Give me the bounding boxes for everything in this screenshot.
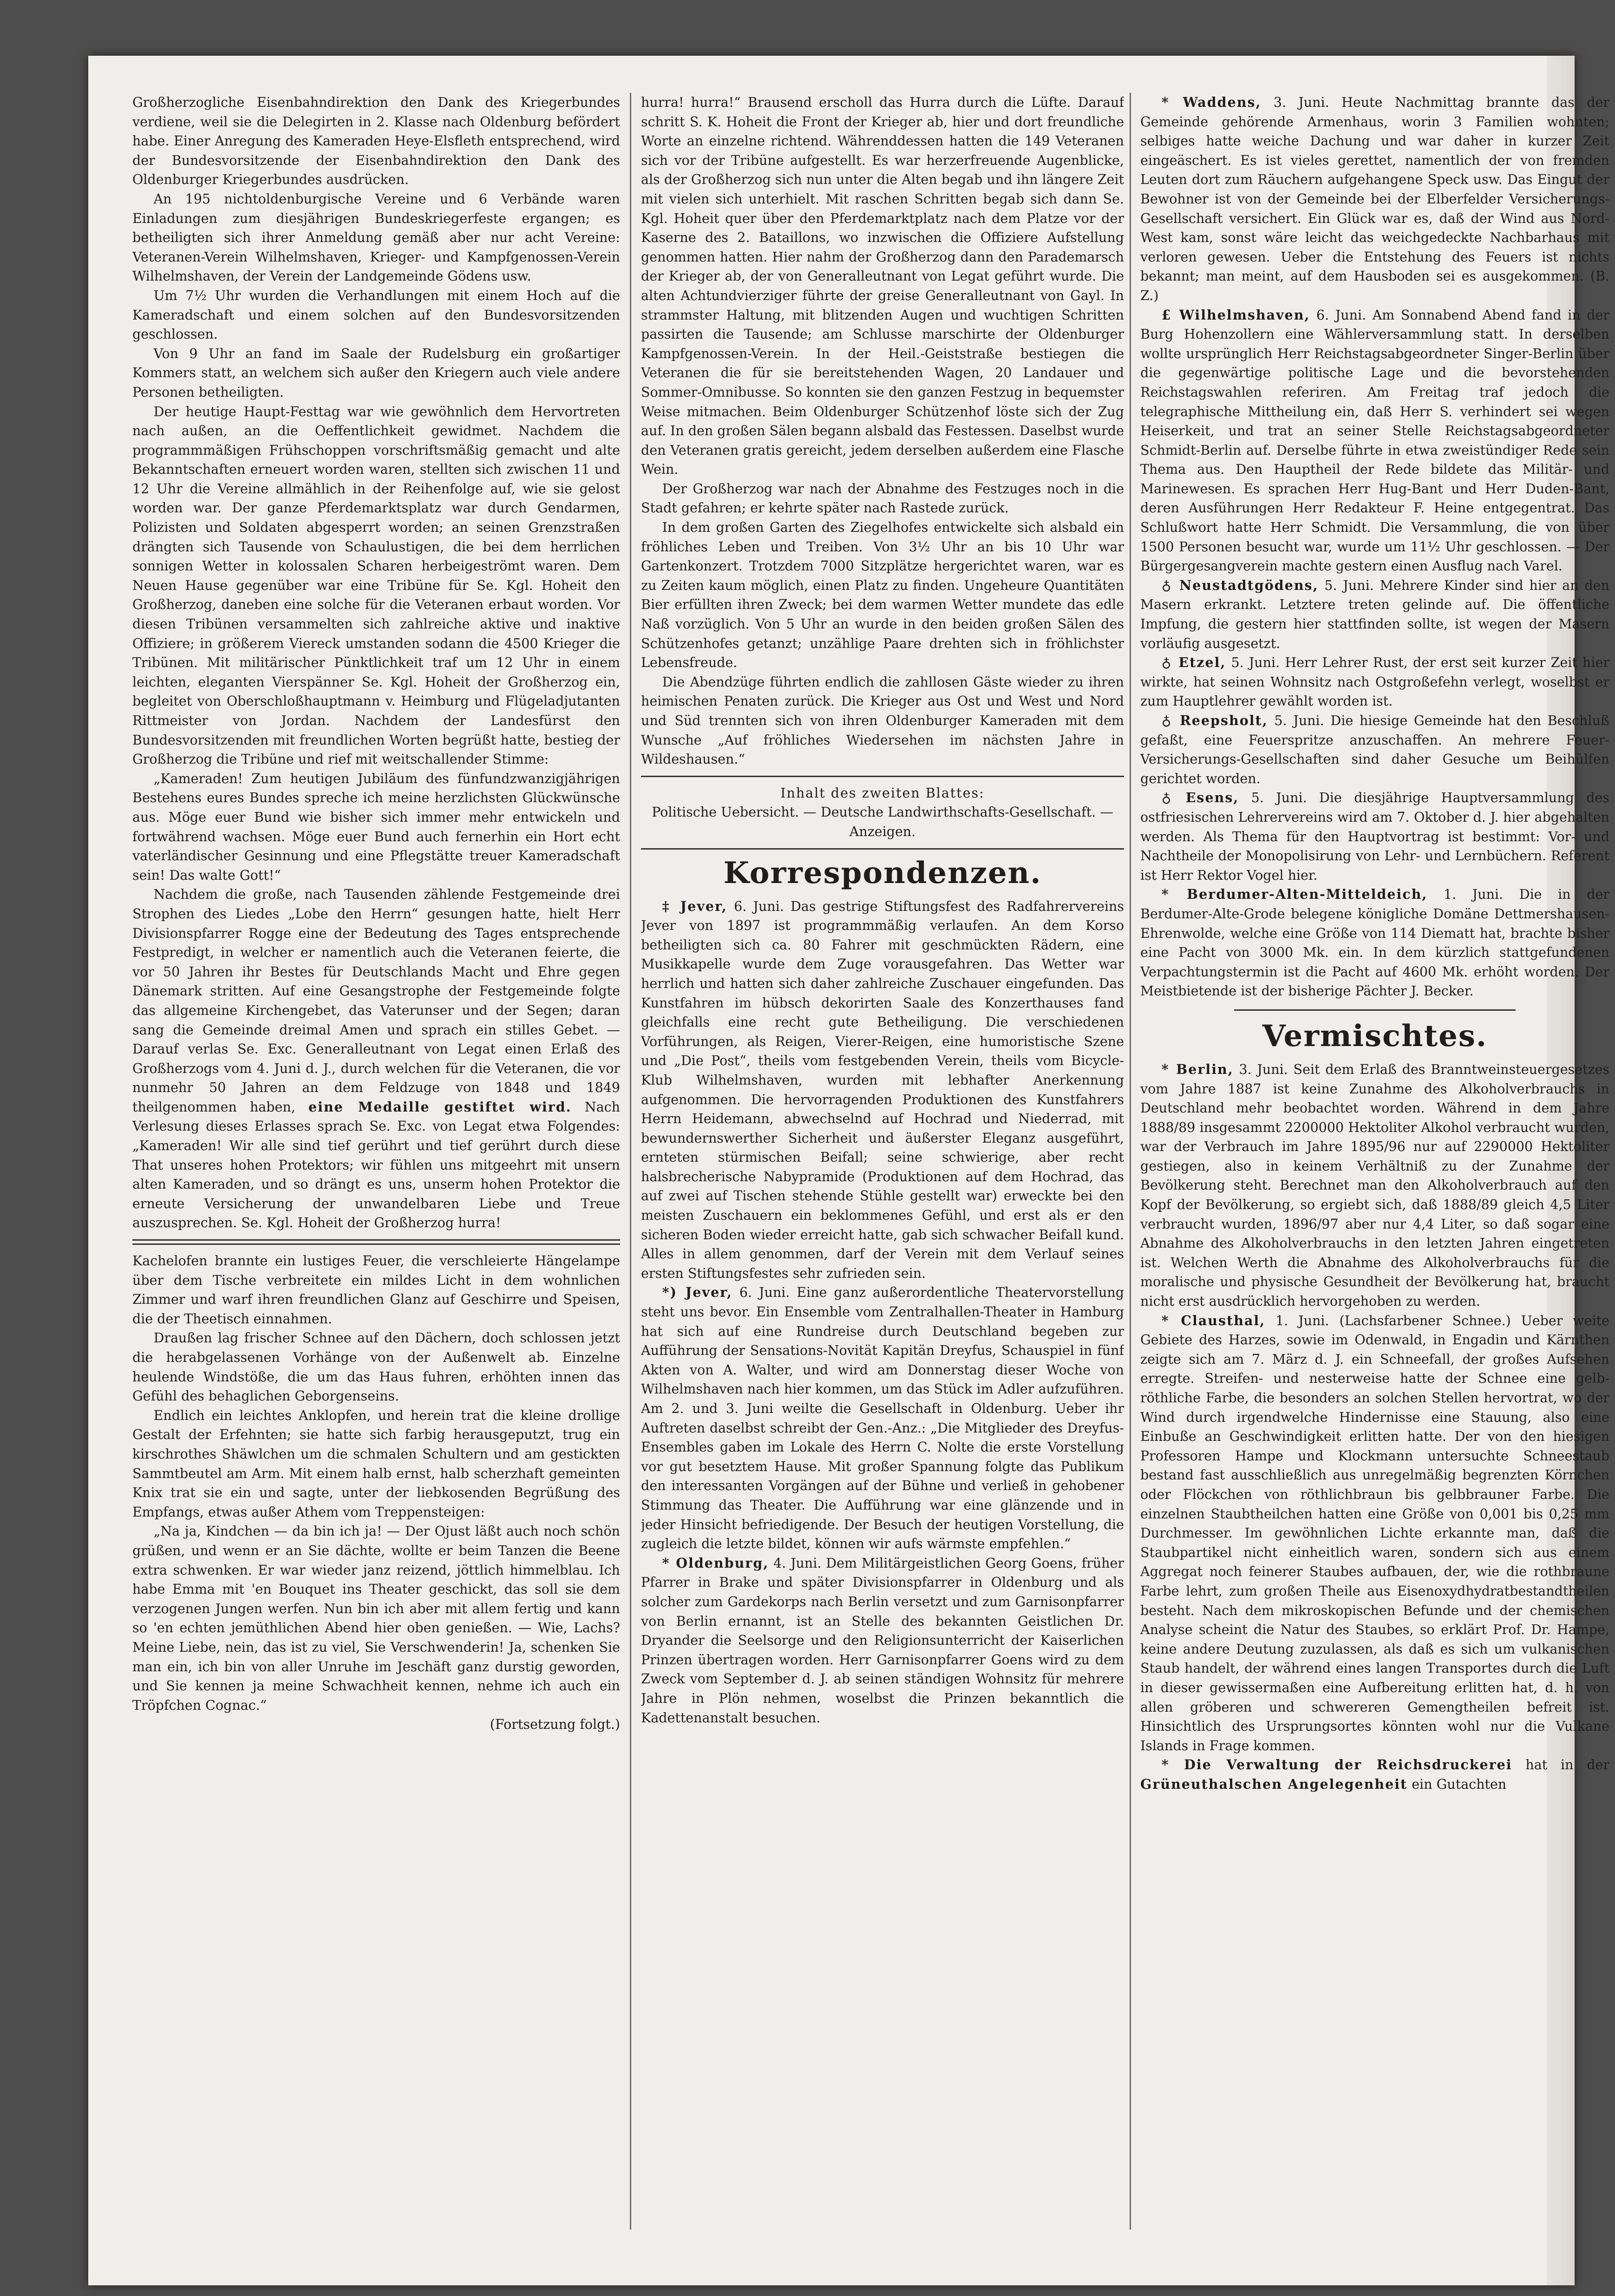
paragraph: Der heutige Haupt-Festtag war wie gewöhnlich dem Hervortreten nach außen, an die Oeffentlichkeit gewidmet. Nachdem die programmmäßigen Frühschoppen vorschriftsmäßig gemacht und alte Bekanntschaften erneuert worden waren, stellten sich zwischen 11 und 12 Uhr die Vereine allmählich in der Reihenfolge auf, wie sie gelost worden war. Der ganze Pferdemarktsplatz war durch Gendarmen, Polizisten und Soldaten abgesperrt worden; an seinen Grenzstraßen drängten sich Tausende von Schaulustigen, die bei dem herrlichen sonnigen Wetter in kolossalen Scharen herbeigeströmt waren. Dem Neuen Hause gegenüber war eine Tribüne für Se. Kgl. Hoheit den Großherzog, daneben eine solche für die Veteranen erbaut worden. Vor diesen Tribünen versammelten sich zahlreiche aktive und inaktive Offiziere; in größerem Viereck umstanden sodann die 4500 Krieger die Tribünen. Mit militärischer Pünktlichkeit traf um 12 Uhr in einem leichten, eleganten Vierspänner Se. Kgl. Hoheit der Großherzog ein, begleitet von Oberschloßhauptmann v. Heimburg und Flügeladjutanten Rittmeister von Jordan. Nachdem der Landesfürst den Bundesvorsitzenden mit freundlichen Worten begrüßt hatte, bestieg der Großherzog die Tribüne und rief mit weitschallender Stimme: [132,404,620,767]
news-item [641,1283,1124,1553]
contents-list: Politische Uebersicht. — Deutsche Landwirthschafts-Gesellschaft. — Anzeigen. [652,805,1113,839]
feuilleton-divider [132,1239,620,1245]
news-item [1140,788,1609,885]
news-item [1140,885,1609,1001]
dateline: ♁ Etzel, [1161,654,1226,671]
text-span: Nachdem die große, nach Tausenden zählende Festgemeinde drei Strophen des Liedes „Lobe den Herrn“ gesungen hatte, hielt Herr Divisionspfarrer Rogge eine der Bedeutung des Tages entsprechende Festpredigt, in welcher er namentlich auch die Veteranen feierte, die vor 50 Jahren ihr Bestes für Deutschlands Macht und Ehre gegen Dänemark stritten. Auf eine Gesangstrophe der Festgemeinde folgte das allgemeine Kirchengebet, das Vaterunser und der Segen; daran sang die Gemeinde dreimal Amen und sprach ein stilles Gebet. — Darauf verlas Se. Exc. Generalleutnant von Legat einen Erlaß des Großherzogs vom 4. Juni d. J., durch welchen für die Veteranen, die vor nunmehr 50 Jahren an dem Feldzuge von 1848 und 1849 theilgenommen haben, [132,887,620,1115]
news-text: 5. Juni. Die hiesige Gemeinde hat den Beschluß gefaßt, eine Feuerspritze anzuschaffen. An mehrere Feuer-Versicherungs-Gesellschaften sind daher Gesuche um Beihülfen gerichtet worden. [1140,713,1609,786]
dateline: * Berdumer-Alten-Mitteldeich, [1161,886,1428,903]
column-2 [641,93,1124,2230]
column-1 [132,93,620,2230]
dateline: ‡ Jever, [662,898,727,914]
newspaper-page [88,56,1609,2285]
column-divider [630,93,631,2230]
section-divider [641,776,1124,777]
feuilleton-paragraph: Kachelofen brannte ein lustiges Feuer, die verschleierte Hängelampe über dem Tische verbreitete ein mildes Licht in dem wohnlichen Zimmer und warf ihren freundlichen Glanz auf Geschirre und Speisen, die der Theetisch einnahmen. [132,1253,620,1327]
news-text: 6. Juni. Das gestrige Stiftungsfest des Radfahrervereins Jever von 1897 ist programmmäßig verlaufen. An dem Korso betheiligten sich ca. 80 Fahrer mit geschmückten Rädern, eine Musikkapelle wurde dem Zuge vorausgefahren. Das Wetter war herrlich und hatten sich daher zahlreiche Zuschauer eingefunden. Das Kunstfahren im hübsch dekorirten Saale des Konzerthauses fand gleichfalls eine recht gute Betheiligung. Die verschiedenen Vorführungen, als Reigen, Vierer-Reigen, eine humoristische Szene und „Die Post“, theils vom festgebenden Verein, theils vom Bicycle-Klub Wilhelmshaven, wurden mit lebhafter Anerkennung aufgenommen. Die hervorragenden Produktionen des Kunstfahrers Herrn Heidemann, abwechselnd auf Hochrad und Niederrad, mit bewundernswerther Sicherheit und äußerster Eleganz ausgeführt, ernteten stürmischen Beifall; seine schwierige, aber recht halsbrecherische Nabypramide (Produktionen auf dem Hochrad, das auf zwei auf Tischen stehende Stühle gestellt war) erweckte bei den meisten Zuschauern ein beklommenes Gefühl, und erst als er den sicheren Boden wieder erreicht hatte, gab sich schwacher Beifall kund. Alles in allem genommen, darf der Verein mit dem Verlauf seines ersten Stiftungsfestes sehr zufrieden sein. [641,898,1124,1281]
news-text: 1. Juni. Die in der Berdumer-Alte-Grode belegene königliche Domäne Dettmershausen-Ehrenwolde, welche eine Größe von 114 Diematt hat, brachte bisher eine Pacht von 3000 Mk. ein. In dem kürzlich stattgefundenen Verpachtungstermin ist die Pacht auf 4600 Mk. erhöht worden. Der Meistbietende ist der bisherige Pächter J. Becker. [1140,887,1609,999]
paragraph: In dem großen Garten des Ziegelhofes entwickelte sich alsbald ein fröhliches Leben und Treiben. Von 3½ Uhr an bis 10 Uhr war Gartenkonzert. Trotzdem 7000 Sitzplätze hergerichtet waren, war es zu Zeiten kaum möglich, einen Platz zu finden. Ungeheure Quantitäten Bier erfüllten ihren Zweck; bei dem warmen Wetter mundete das edle Naß vorzüglich. Von 5 Uhr an wurde in den beiden großen Sälen des Schützenhofes getanzt; unzählige Paare drehten sich in fröhlichster Lebensfreude. [641,520,1124,671]
paragraph: „Kameraden! Zum heutigen Jubiläum des fünfundzwanzigjährigen Bestehens eures Bundes spreche ich meine herzlichsten Glückwünsche aus. Möge euer Bund wie bisher sich immer mehr entwickeln und fortwährend wachsen. Möge euer Bund auch fernerhin ein Hort echt vaterländischer Gesinnung und eine Pflegstätte treuer Kameradschaft sein! Das walte Gott!“ [132,771,620,883]
column-3 [1140,93,1609,2230]
continuation-note: (Fortsetzung folgt.) [490,1717,620,1733]
news-text: 3. Juni. Heute Nachmittag brannte das der Gemeinde gehörende Armenhaus, worin 3 Familien wohnten; selbiges hatte weiche Dachung und war daher in kurzer Zeit eingeäschert. Es ist vieles gerettet, namentlich der von fremden Leuten dort zum Räuchern aufgehangene Speck usw. Das Eingut der Bewohner ist von der Gemeinde bei der Elberfelder Versicherungs-Gesellschaft versichert. Ein Glück war es, daß der Wind aus Nord-West kam, sonst wäre leicht das weichgedeckte Nachbarhaus mit verloren gewesen. Ueber die Entstehung des Feuers ist nichts bekannt; man meint, auf dem Hausboden sei es ausgekommen. (B. Z.) [1140,95,1609,303]
dateline: * Berlin, [1161,1061,1234,1077]
paragraph: Der Großherzog war nach der Abnahme des Festzuges noch in die Stadt gefahren; er kehrte später nach Rastede zurück. [641,481,1124,516]
paragraph [132,885,620,1233]
paragraph: Die Abendzüge führten endlich die zahllosen Gäste wieder zu ihren heimischen Penaten zurück. Die Krieger aus Ost und West und Nord und Süd trennten sich von ihren Oldenburger Kameraden mit dem Wunsche „Auf fröhliches Wiedersehen im nächsten Jahre in Wildeshausen.“ [641,674,1124,767]
column-divider [1130,93,1131,2230]
bold-phrase: eine Medaille gestiftet wird. [308,1099,572,1115]
news-text: hat in der [1525,1757,1609,1773]
dateline: * Clausthal, [1161,1312,1266,1328]
news-item [1140,653,1609,711]
paragraph: hurra! hurra!“ Brausend erscholl das Hurra durch die Lüfte. Darauf schritt S. K. Hoheit die Front der Krieger ab, hier und dort freundliche Worte an einzelne richtend. Währenddessen hatten die 149 Veteranen sich vor der Tribüne aufgestellt. Es war herzerfreuende Augenblicke, als der Großherzog sich nun unter die Alten begab und ihn längere Zeit mit vielen sich unterhielt. Mit raschen Schritten begab sich dann Se. Kgl. Hoheit quer über den Pferdemarktplatz nach dem Platze vor der Kaserne des 2. Bataillons, wo inzwischen die Offiziere Aufstellung genommen hatten. Hier nahm der Großherzog dann den Parademarsch der Krieger ab, der von Generalleutnant von Legat geführt wurde. Die alten Achtundvierziger führte der greise Generalleutnant von Gayl. In strammster Haltung, mit blitzenden Augen und wuchtigen Schritten passirten die Tausende; am Schlusse marschirte der Oldenburger Kampfgenossen-Verein. In der Heil.-Geiststraße bestiegen die Veteranen die für sie bereitstehenden Wagen, 20 Landauer und Sommer-Omnibusse. So konnten sie den ganzen Festzug in bequemster Weise mitmachen. Beim Oldenburger Schützenhof löste sich der Zug auf. In den großen Sälen begann alsbald das Festessen. Daselbst wurde den Veteranen gratis gereicht, jedem derselben außerdem eine Flasche Wein. [641,95,1124,478]
news-text: 5. Juni. Herr Lehrer Rust, der erst seit kurzer Zeit hier wirkte, hat seinen Wohnsitz nach Ostgroßefehn verlegt, woselbst er zum Hauptlehrer gewählt worden ist. [1140,655,1609,709]
text-span: Nach Verlesung dieses Erlasses sprach Se. Exc. von Legat etwa Folgendes: „Kameraden! Wir alle sind tief gerührt und tief gerührt durch diese That unseres hohen Protektors; wir fühlen uns mitgeehrt mit unsern alten Kameraden, und so drängt es uns, unserm hohen Protektor die erneute Versicherung der unwandelbaren Liebe und Treue auszusprechen. Se. Kgl. Hoheit der Großherzog hurra! [132,1099,620,1231]
news-text: 1. Juni. (Lachsfarbener Schnee.) Ueber weite Gebiete des Harzes, sowie im Odenwald, in Engadin und Kärnthen zeigte sich am 7. März d. J. ein Schneefall, der großes Aufsehen erregte. Streifen- und nesterweise hatte der Schnee eine gelb-röthliche Farbe, die besonders an solchen Stellen hervortrat, wo der Wind durch irgendwelche Hindernisse eine Stauung, also eine Einbuße an Geschwindigkeit erlitten hatte. Der von den hiesigen Professoren Hampe und Klockmann untersuchte Schneestaub bestand fast ausschließlich aus unregelmäßig begrenzten Körnchen oder Flöckchen von röthlichbraun bis gelbbrauner Farbe. Die einzelnen Staubtheilchen hatten eine Größe von 0,001 bis 0,25 mm Durchmesser. Im gewöhnlichen Lichte erkannte man, daß die Staubpartikel nicht einheitlich waren, sondern sich aus einem Aggregat noch feinerer Staubes aufbauen, der, wie die rothbraune Farbe lehrt, zum großen Theile aus Eisenoxydhydratbestandtheilen besteht. Nach dem mikroskopischen Befunde und der chemischen Analyse scheint die Natur des Staubes, so erklärt Prof. Dr. Hampe, keine andere Deutung zuzulassen, als daß es sich um vulkanischen Staub handelt, der während eines langen Transportes durch die Luft in dieser gewissermaßen eine Aufbereitung erlitten hat, d. h. von allen gröberen und schwereren Gemengtheilen befreit ist. Hinsichtlich des Ursprungsortes könnten wohl nur die Vulkane Islands in Frage kommen. [1140,1313,1609,1753]
news-item [1140,1311,1609,1756]
news-text: 6. Juni. Eine ganz außerordentliche Theatervorstellung steht uns bevor. Ein Ensemble vom Zentralhallen-Theater in Hamburg hat sich auf eine Rundreise durch Deutschland begeben zur Aufführung der Sensations-Novität Kapitän Dreyfus, Schauspiel in fünf Akten von A. Walter, und wird am Donnerstag dieser Woche von Wilhelmshaven nach hier kommen, um das Stück im Adler aufzuführen. Am 2. und 3. Juni weilte die Gesellschaft in Oldenburg. Ueber ihr Auftreten daselbst schreibt der Gen.-Anz.: „Die Mitglieder des Dreyfus-Ensembles gaben im Lokale des Herrn C. Nolte die erste Vorstellung vor gut besetztem Hause. Mit großer Spannung folgte das Publikum den interessanten Vorgängen auf der Bühne und verließ in gehobener Stimmung das Theater. Die Aufführung war eine glänzende und in jeder Hinsicht befriedigende. Der Besuch der heutigen Vorstellung, die zugleich die letzte bildet, können wir aufs wärmste empfehlen.“ [641,1285,1124,1552]
dateline: * Waddens, [1161,94,1262,110]
news-text: 4. Juni. Dem Militärgeistlichen Georg Goens, früher Pfarrer in Brake und später Divisionspfarrer in Oldenburg und als solcher zum Gardekorps nach Berlin versetzt und zum Garnisonpfarrer von Berlin ernannt, ist an Stelle des bekannten Geistlichen Dr. Dryander die Seelsorge und den Religionsunterricht der Kaiserlichen Prinzen übertragen worden. Herr Garnisonpfarrer Goens wird zu dem Zweck vom September d. J. ab seinen ständigen Wohnsitz für mehrere Jahre in Plön nehmen, woselbst die Prinzen bekanntlich die Kadettenanstalt besuchen. [641,1555,1124,1726]
news-text: 5. Juni. Mehrere Kinder sind hier an den Masern erkrankt. Letztere treten gelinde auf. Die öffentliche Impfung, die gestern hier stattfinden sollte, ist wegen der Masern vorläufig ausgesetzt. [1140,577,1609,651]
dateline: £ Wilhelmshaven, [1161,307,1310,323]
news-item [1140,306,1609,576]
section-heading-miscellaneous: Vermischtes. [1262,1018,1488,1053]
news-item [1140,1060,1609,1311]
dateline: *) Jever, [662,1284,732,1301]
news-item [1140,576,1609,653]
section-divider [1234,1009,1516,1011]
contents-title: Inhalt des zweiten Blattes: [780,785,985,801]
news-item [1140,1755,1609,1794]
feuilleton-paragraph: Draußen lag frischer Schnee auf den Dächern, doch schlossen jetzt die herabgelassenen Vorhänge von der Außenwelt ab. Einzelne heulende Windstöße, die um das Haus fuhren, erhöhten innen das Gefühl des behaglichen Geborgenseins. [132,1330,620,1404]
bold-phrase: Grüneuthalschen Angelegenheit [1140,1776,1408,1792]
paragraph: Um 7½ Uhr wurden die Verhandlungen mit einem Hoch auf die Kameradschaft und einem solchen auf den Bundesvorsitzenden geschlossen. [132,288,620,342]
news-text: 3. Juni. Seit dem Erlaß des Branntweinsteuergesetzes vom Jahre 1887 ist keine Zunahme des Alkoholverbrauchs in Deutschland mehr beobachtet worden. Während in dem Jahre 1888/89 insgesammt 2200000 Hektoliter Alkohol verbraucht wurden, war der Verbrauch im Jahre 1895/96 nur auf 2290000 Hektoliter gestiegen, also in keinem Verhältniß zu der Zunahme der Bevölkerung steht. Berechnet man den Alkoholverbrauch auf den Kopf der Bevölkerung, so ergiebt sich, daß 1888/89 gleich 4,5 Liter verbraucht wurden, 1896/97 aber nur 4,4 Liter, so daß sogar eine Abnahme des Alkoholverbrauchs in den letzten Jahren eingetreten ist. Welchen Werth die Abnahme des Alkoholverbrauchs für die moralische und physische Gesundheit der Bevölkerung hat, braucht nicht erst ausdrücklich hervorgehoben zu werden. [1140,1061,1609,1309]
news-item [641,897,1124,1283]
dateline: ♁ Neustadtgödens, [1161,577,1319,593]
news-text: 5. Juni. Die diesjährige Hauptversammlung des ostfriesischen Lehrervereins wird am 7. Oktober d. J. hier abgehalten werden. Als Thema für den Hauptvortrag ist bestimmt: Vor- und Nachtheile der Monopolisirung von Lehr- und Lernbüchern. Referent ist Herr Rektor Vogel hier. [1140,790,1609,883]
paragraph: Von 9 Uhr an fand im Saale der Rudelsburg ein großartiger Kommers statt, an welchem sich außer den Kriegern auch viele andere Personen betheiligten. [132,346,620,400]
section-divider [641,848,1124,850]
news-item [641,1554,1124,1727]
contents-box [641,784,1124,842]
news-text: ein Gutachten [1412,1776,1507,1792]
dateline: ♁ Reepsholt, [1161,713,1268,728]
feuilleton-paragraph: Endlich ein leichtes Anklopfen, und herein trat die kleine drollige Gestalt der Erfehnten; sie hatte sich farbig herausgeputzt, trug ein kirschrothes Shäwlchen um die schmalen Schultern und am gestickten Sammtbeutel am Arm. Mit einem halb ernst, halb scherzhaft gemeinten Knix trat sie ein und sagte, unter der liebkosenden Begrüßung des Empfangs, etwas außer Athem vom Treppensteigen: [132,1407,620,1520]
dateline: * Oldenburg, [662,1555,769,1571]
feuilleton-paragraph: „Na ja, Kindchen — da bin ich ja! — Der Ojust läßt auch noch schön grüßen, und wenn er an Sie dächte, wollte er beim Tanzen die Beene extra schwenken. Er war wieder janz reizend, jöttlich himmelblau. Ich habe Emma mit 'en Bouquet ins Theater geschickt, das soll sie dem verzogenen Jungen werfen. Nun bin ich aber mit allem fertig und kann so 'en echten jemüthlichen Abend hier oben genießen. — Wie, Lachs? Meine Liebe, nein, das ist zu viel, Sie Verschwenderin! Ja, schenken Sie man ein, ich bin von aller Unruhe im Jeschäft ganz durstig geworden, und Sie kennen ja meine Schwachheit kennen, nehme ich auch ein Tröpfchen Cognac.“ [132,1524,620,1713]
news-item [1140,711,1609,788]
section-heading-correspondence: Korrespondenzen. [723,855,1042,890]
news-item [1140,93,1609,306]
paragraph: Großherzogliche Eisenbahndirektion den Dank des Kriegerbundes verdiene, weil sie die Delegirten in 2. Klasse nach Oldenburg befördert habe. Einer Anregung des Kameraden Heye-Elsfleth entsprechend, wird der Bundesvorsitzende der Eisenbahndirektion den Dank des Oldenburger Kriegerbundes ausdrücken. [132,95,620,188]
dateline: ♁ Esens, [1161,790,1239,806]
news-text: 6. Juni. Am Sonnabend Abend fand in der Burg Hohenzollern eine Wählerversammlung statt. In derselben wollte ursprünglich Herr Reichstagsabgeordneter Singer-Berlin über die gegenwärtige politische Lage und die bevorstehenden Reichstagswahlen referiren. Am Freitag traf jedoch die telegraphische Mittheilung ein, daß Herr S. verhindert sei wegen Heiserkeit, und trat an seiner Stelle Reichstagsabgeordneter Schmidt-Berlin auf. Derselbe führte in etwa zweistündiger Rede sein Thema aus. Den Hauptheil der Rede bildete das Militär- und Marinewesen. Es sprachen Herr Hug-Bant und Herr Duden-Bant, deren Ausführungen Herr Redakteur F. Heine entgegentrat. Das Schlußwort hatte Herr Schmidt. Die Versammlung, die von über 1500 Personen besucht war, wurde um 11½ Uhr geschlossen. — Der Bürgergesangverein machte gestern einen Ausflug nach Varel. [1140,307,1609,574]
dateline: * Die Verwaltung der Reichsdruckerei [1161,1757,1512,1773]
paragraph: An 195 nichtoldenburgische Vereine und 6 Verbände waren Einladungen zum diesjährigen Bundeskriegerfeste ergangen; es betheiligten sich ihrer Anmeldung gemäß aber nur acht Vereine: Veteranen-Verein Wilhelmshaven, Krieger- und Kampfgenossen-Verein Wilhelmshaven, der Verein der Landgemeinde Gödens usw. [132,191,620,284]
